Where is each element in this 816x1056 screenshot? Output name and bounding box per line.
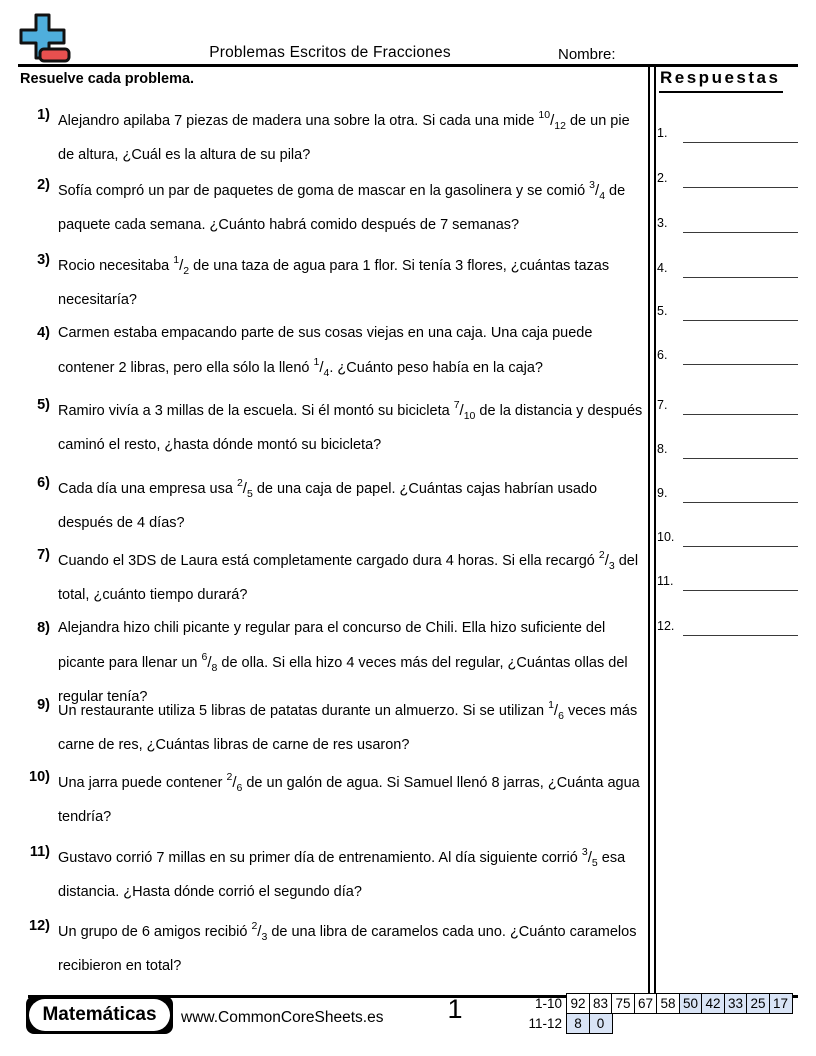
website-text: www.CommonCoreSheets.es — [181, 1009, 384, 1026]
fraction — [236, 477, 253, 500]
problem-text-after: de una libra de caramelos cada uno. ¿Cuánto caramelos recibieron en total? — [58, 924, 637, 974]
minus-icon — [40, 49, 69, 61]
problem-text-after: de paquete cada semana. ¿Cuánto habrá comido después de 7 semanas? — [58, 183, 626, 233]
fraction-numerator: 2 — [236, 477, 243, 489]
problem-text-before: Carmen estaba empacando parte de sus cosas viejas en una caja. Una caja puede contener 2 libras, pero ella sólo la llenó — [58, 325, 593, 376]
answer-blank-line — [683, 622, 798, 636]
problem-text-before: Cada día una empresa usa — [58, 481, 237, 497]
score-row-label: 11-12 — [528, 1015, 562, 1031]
problem-text — [58, 838, 648, 907]
fraction-denominator: 3 — [608, 560, 615, 572]
problem-text-after: de una caja de papel. ¿Cuántas cajas habrían usado después de 4 días? — [58, 481, 598, 531]
page-number: 1 — [447, 994, 463, 1024]
score-row-label: 1-10 — [534, 996, 562, 1011]
problem-number: 12) — [29, 918, 50, 934]
fraction-slash-icon: / — [553, 702, 559, 719]
score-cell: 8 — [566, 1013, 590, 1034]
fraction-denominator: 5 — [591, 857, 598, 869]
problem-text — [58, 541, 648, 610]
fraction-slash-icon: / — [459, 402, 464, 419]
fraction-numerator: 1 — [173, 254, 180, 266]
problem-item — [24, 171, 648, 240]
score-cell: 42 — [701, 993, 725, 1014]
fraction — [538, 109, 566, 132]
answer-number: 8. — [657, 442, 668, 456]
fraction-slash-icon: / — [232, 774, 237, 791]
problem-text-before: Un restaurante utiliza 5 libras de patatas durante un almuerzo. Si se utilizan — [58, 703, 549, 719]
problem-text — [58, 691, 648, 760]
problem-text — [58, 171, 648, 240]
problem-text-before: Cuando el 3DS de Laura está completamente cargado dura 4 horas. Si ella recargó — [58, 553, 599, 569]
answer-slot — [657, 574, 798, 588]
fraction-denominator: 4 — [599, 190, 606, 202]
score-row — [518, 1013, 791, 1034]
answer-number: 1. — [657, 126, 668, 140]
problem-item — [24, 763, 648, 832]
fraction — [589, 179, 606, 202]
score-cell: 67 — [634, 993, 658, 1014]
score-cells — [566, 993, 791, 1014]
brand-badge — [26, 996, 173, 1034]
fraction-numerator: 1 — [313, 356, 320, 368]
problem-text — [58, 469, 648, 538]
fraction-slash-icon: / — [257, 923, 262, 940]
answer-slot — [657, 398, 798, 412]
problem-item — [24, 541, 648, 610]
answer-blank-line — [683, 307, 798, 321]
answer-slot — [657, 126, 798, 140]
answer-number: 4. — [657, 261, 668, 275]
problem-text-after: de un galón de agua. Si Samuel llenó 8 jarras, ¿Cuánta agua tendría? — [58, 775, 640, 825]
problem-text-after: veces más carne de res, ¿Cuántas libras de carne de res usaron? — [58, 703, 638, 753]
fraction — [548, 699, 564, 722]
problem-text-after: de una taza de agua para 1 flor. Si tenía 3 flores, ¿cuántas tazas necesitaría? — [58, 258, 610, 308]
fraction-slash-icon: / — [319, 359, 324, 376]
problem-text-after: de la distancia y después caminó el resto, ¿hasta dónde montó su bicicleta? — [58, 403, 643, 453]
problem-number: 9) — [37, 697, 50, 713]
problem-number: 3) — [37, 252, 50, 268]
problem-number: 7) — [37, 547, 50, 563]
score-cell: 25 — [746, 993, 770, 1014]
problem-text-before: Gustavo corrió 7 millas en su primer día de entrenamiento. Al día siguiente corrió — [58, 850, 582, 866]
fraction — [226, 771, 243, 794]
problem-text-after: del total, ¿cuánto tiempo durará? — [58, 553, 639, 603]
problem-text-before: Alejandro apilaba 7 piezas de madera una sobre la otra. Si cada una mide — [58, 113, 539, 129]
answer-number: 2. — [657, 171, 668, 185]
fraction-numerator: 10 — [538, 109, 551, 121]
fraction — [581, 846, 598, 869]
fraction-numerator: 2 — [598, 549, 605, 561]
fraction-numerator: 3 — [581, 846, 588, 858]
problem-item — [24, 469, 648, 538]
fraction-numerator: 1 — [548, 699, 554, 711]
fraction-slash-icon: / — [595, 182, 600, 199]
name-label: Nombre: — [558, 46, 616, 63]
fraction-numerator: 6 — [201, 651, 208, 663]
problem-text — [58, 912, 648, 981]
problem-text — [58, 391, 648, 460]
fraction — [173, 254, 190, 277]
fraction-numerator: 3 — [589, 179, 596, 191]
problem-text — [58, 763, 648, 832]
problem-text — [58, 246, 648, 315]
answer-slot — [657, 171, 798, 185]
score-cell: 33 — [724, 993, 748, 1014]
problem-item — [24, 691, 648, 760]
fraction-numerator: 2 — [251, 920, 258, 932]
answer-slot — [657, 530, 798, 544]
answer-number: 9. — [657, 486, 668, 500]
fraction-slash-icon: / — [550, 112, 555, 129]
problem-number: 1) — [37, 107, 50, 123]
problem-text-before: Rocio necesitaba — [58, 258, 174, 274]
answer-slot — [657, 261, 798, 275]
answer-number: 3. — [657, 216, 668, 230]
answer-number: 6. — [657, 348, 668, 362]
answer-blank-line — [683, 533, 798, 547]
answers-heading: Respuestas — [659, 68, 783, 93]
fraction-numerator: 7 — [453, 399, 460, 411]
score-table — [518, 993, 791, 1034]
problem-text — [58, 319, 648, 388]
score-cell: 58 — [656, 993, 680, 1014]
fraction-denominator: 10 — [463, 410, 476, 422]
fraction — [251, 920, 268, 943]
problem-item — [24, 319, 648, 388]
fraction-slash-icon: / — [587, 849, 592, 866]
fraction — [453, 399, 476, 422]
answer-blank-line — [683, 445, 798, 459]
answer-slot — [657, 486, 798, 500]
answer-slot — [657, 348, 798, 362]
problem-text-after: de un pie de altura, ¿Cuál es la altura de su pila? — [58, 113, 630, 163]
score-row — [518, 993, 791, 1014]
fraction-slash-icon: / — [207, 654, 212, 671]
answer-slot — [657, 442, 798, 456]
answer-number: 10. — [657, 530, 675, 544]
instructions-text: Resuelve cada problema. — [20, 71, 195, 87]
fraction-denominator: 2 — [183, 265, 190, 277]
fraction — [201, 651, 218, 674]
answer-number: 11. — [657, 574, 674, 588]
problem-text-before: Sofía compró un par de paquetes de goma de mascar en la gasolinera y se comió — [58, 183, 590, 199]
fraction-denominator: 8 — [211, 662, 218, 674]
answer-blank-line — [683, 351, 798, 365]
score-cell: 75 — [611, 993, 635, 1014]
header-divider — [18, 64, 798, 67]
answer-blank-line — [683, 174, 798, 188]
problem-item — [24, 838, 648, 907]
answer-number: 12. — [657, 619, 675, 633]
score-cell: 0 — [589, 1013, 613, 1034]
answer-number: 7. — [657, 398, 668, 412]
answer-slot — [657, 304, 798, 318]
answer-blank-line — [683, 489, 798, 503]
problem-number: 5) — [37, 397, 50, 413]
problem-number: 11) — [29, 844, 50, 860]
score-cell: 17 — [769, 993, 793, 1014]
answer-blank-line — [683, 219, 798, 233]
fraction-slash-icon: / — [242, 480, 247, 497]
fraction-numerator: 2 — [226, 771, 233, 783]
problem-text-before: Una jarra puede contener — [58, 775, 227, 791]
fraction-slash-icon: / — [604, 552, 609, 569]
problem-text-before: Un grupo de 6 amigos recibió — [58, 924, 252, 940]
problem-number: 4) — [37, 325, 50, 341]
problem-text-before: Ramiro vivía a 3 millas de la escuela. Si él montó su bicicleta — [58, 403, 454, 419]
answer-blank-line — [683, 129, 798, 143]
problem-number: 10) — [29, 769, 50, 785]
score-cell: 83 — [589, 993, 613, 1014]
problem-text-after: de olla. Si ella hizo 4 veces más del regular, ¿Cuántas ollas del regular tenía? — [58, 655, 628, 705]
page-title: Problemas Escritos de Fracciones — [209, 44, 451, 61]
score-cell: 92 — [566, 993, 590, 1014]
problem-item — [24, 391, 648, 460]
score-cells — [566, 1013, 611, 1034]
fraction — [598, 549, 615, 572]
answer-slot — [657, 216, 798, 230]
brand-label: Matemáticas — [29, 999, 170, 1031]
answer-number: 5. — [657, 304, 668, 318]
fraction-denominator: 3 — [261, 931, 268, 943]
problem-text — [58, 101, 648, 170]
problem-number: 2) — [37, 177, 50, 193]
fraction-denominator: 4 — [323, 367, 330, 379]
fraction-denominator: 12 — [554, 120, 566, 132]
problem-item — [24, 912, 648, 981]
answers-column-divider — [648, 64, 656, 995]
score-cell: 50 — [679, 993, 703, 1014]
problem-item — [24, 246, 648, 315]
answer-blank-line — [683, 264, 798, 278]
problem-number: 6) — [37, 475, 50, 491]
problem-text-after: esa distancia. ¿Hasta dónde corrió el segundo día? — [58, 850, 626, 900]
fraction-denominator: 5 — [246, 488, 253, 500]
fraction-slash-icon: / — [179, 257, 184, 274]
fraction-denominator: 6 — [236, 782, 243, 794]
fraction-denominator: 6 — [558, 710, 564, 722]
problem-text-before: Alejandra hizo chili picante y regular para el concurso de Chili. Ella hizo suficiente del picante para llenar un — [58, 620, 606, 671]
problem-text-after: . ¿Cuánto peso había en la caja? — [329, 360, 543, 376]
answer-blank-line — [683, 577, 798, 591]
problem-number: 8) — [37, 620, 50, 636]
fraction — [313, 356, 330, 379]
answer-slot — [657, 619, 798, 633]
plus-minus-logo-icon — [14, 12, 72, 68]
answer-blank-line — [683, 401, 798, 415]
problem-item — [24, 101, 648, 170]
